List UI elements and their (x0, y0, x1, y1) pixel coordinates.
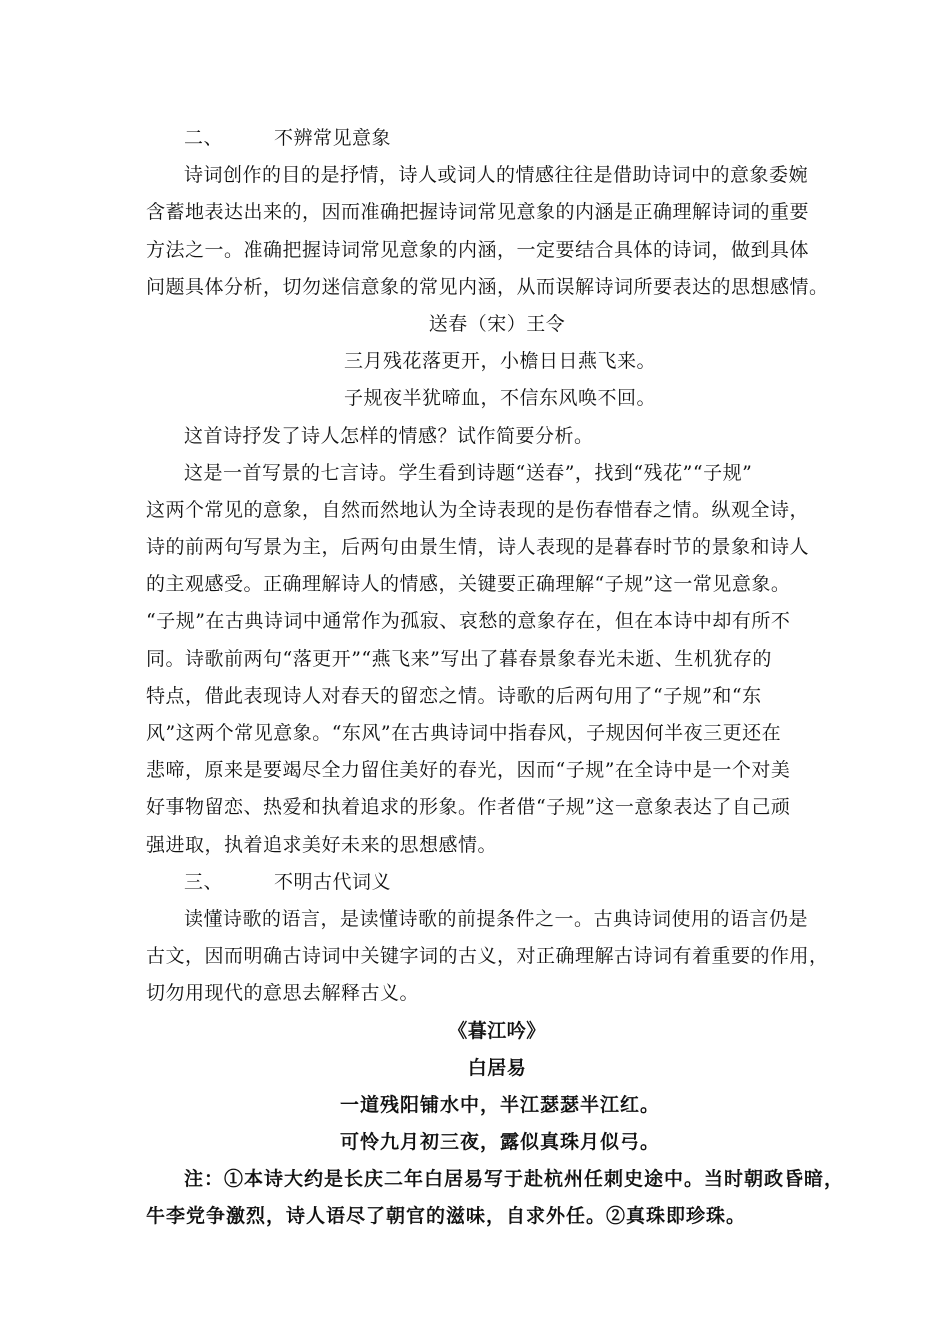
question: 这首诗抒发了诗人怎样的情感？试作简要分析。 (184, 424, 594, 447)
section-2-number: 二、 (184, 127, 224, 149)
paragraph-line: 这是一首写景的七言诗。学生看到诗题“送春”，找到“残花”“子规” (184, 461, 753, 484)
section-2-title: 不辨常见意象 (274, 127, 392, 149)
poem-line: 一道残阳铺水中，半江瑟瑟半江红。 (339, 1093, 660, 1116)
note-line: 牛李党争激烈，诗人语尽了朝官的滋味，自求外任。②真珠即珍珠。 (146, 1205, 747, 1228)
poem-line: 子规夜半犹啼血，不信东风唤不回。 (343, 387, 656, 410)
document-body (146, 120, 845, 1236)
paragraph-line: 同。诗歌前两句“落更开”“燕飞来”写出了暮春景象春光未逝、生机犹存的 (146, 647, 772, 670)
paragraph-line: 古文，因而明确古诗词中关键字词的古义，对正确理解古诗词有着重要的作用， (146, 945, 829, 968)
paragraph-line: 的主观感受。正确理解诗人的情感，关键要正确理解“子规”这一常见意象。 (146, 573, 791, 596)
poem-author: 白居易 (467, 1056, 527, 1079)
paragraph-line: 问题具体分析，切勿迷信意象的常见内涵，从而误解诗词所要表达的思想感情。 (146, 275, 829, 298)
paragraph-line: 特点，借此表现诗人对春天的留恋之情。诗歌的后两句用了“子规”和“东 (146, 684, 762, 707)
note-line: 注：①本诗大约是长庆二年白居易写于赴杭州任刺史途中。当时朝政昏暗， (184, 1168, 845, 1191)
section-3-number: 三、 (184, 870, 224, 893)
paragraph-line: 方法之一。准确把握诗词常见意象的内涵，一定要结合具体的诗词，做到具体 (146, 238, 810, 261)
section-3-heading (146, 864, 806, 901)
poem-line: 可怜九月初三夜，露似真珠月似弓。 (339, 1131, 660, 1154)
paragraph-line: 强进取，执着追求美好未来的思想感情。 (146, 833, 498, 856)
paragraph-line: 诗词创作的目的是抒情，诗人或词人的情感往往是借助诗词中的意象委婉 (184, 164, 809, 187)
poem-line: 三月残花落更开，小檐日日燕飞来。 (343, 350, 656, 373)
paragraph-line: 切勿用现代的意思去解释古义。 (146, 982, 420, 1005)
paragraph-line: 悲啼，原来是要竭尽全力留住美好的春光，因而“子规”在全诗中是一个对美 (146, 759, 791, 782)
paragraph-line: 好事物留恋、热爱和执着追求的形象。作者借“子规”这一意象表达了自己顽 (146, 796, 791, 819)
section-2-heading (146, 120, 806, 157)
poem-title: 送春（宋）王令 (428, 312, 566, 335)
paragraph-line: 诗的前两句写景为主，后两句由景生情，诗人表现的是暮春时节的景象和诗人 (146, 536, 810, 559)
paragraph-line: 含蓄地表达出来的，因而准确把握诗词常见意象的内涵是正确理解诗词的重要 (146, 201, 810, 224)
paragraph-line: 风”这两个常见意象。“东风”在古典诗词中指春风，子规因何半夜三更还在 (146, 722, 782, 744)
poem-title: 《暮江吟》 (448, 1019, 546, 1042)
paragraph-line: 这两个常见的意象，自然而然地认为全诗表现的是伤春惜春之情。纵观全诗， (146, 498, 810, 521)
paragraph-line: “子规”在古典诗词中通常作为孤寂、哀愁的意象存在，但在本诗中却有所不 (146, 610, 791, 633)
section-3-title: 不明古代词义 (274, 870, 392, 893)
paragraph-line: 读懂诗歌的语言，是读懂诗歌的前提条件之一。古典诗词使用的语言仍是 (184, 907, 809, 930)
